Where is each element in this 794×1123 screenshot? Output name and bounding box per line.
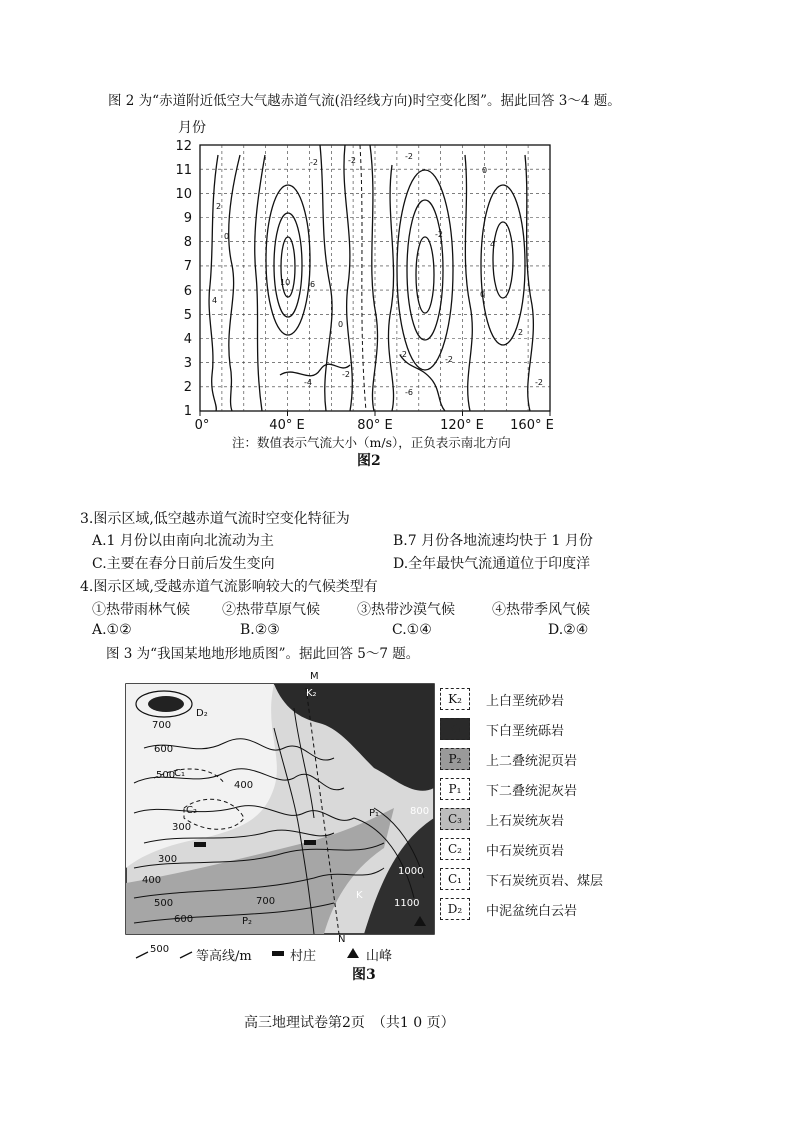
q4-option-d[interactable]: D.②④ [548,622,589,638]
contour-label: -2 [445,355,453,364]
map-label: 1000 [398,866,424,877]
legend-label: 下石炭统页岩、煤层 [486,874,604,889]
y-tick: 6 [183,284,192,299]
legend-swatch: K₁ [440,718,470,740]
peak-legend-text: 山峰 [366,949,393,964]
map-label: 300 [172,822,192,833]
q3-option-b[interactable]: B.7 月份各地流速均快于 1 月份 [393,533,593,549]
intro-fig2: 图 2 为“赤道附近低空大气越赤道气流(沿经线方向)时空变化图”。据此回答 3～4 题。 [108,93,621,109]
y-tick: 2 [183,380,192,395]
contour-label: -6 [405,388,413,397]
figure-2 [170,115,570,475]
contour-label: -2 [405,152,413,161]
q4-item-4: ④热带季风气候 [492,602,590,618]
y-tick: 4 [183,332,192,347]
y-tick: 12 [175,139,192,154]
contour-legend-value: 500 [150,944,170,955]
profile-label-m: M [310,671,319,682]
contour-label: -4 [304,378,312,387]
map-bottom-legend [134,944,434,964]
y-tick: 10 [175,187,192,202]
contour-label: 0 [480,290,486,299]
map-label: 400 [142,875,162,886]
contour-label: -2 [435,230,443,239]
q3-option-c[interactable]: C.主要在春分日前后发生变向 [92,556,275,572]
map-label: C₁ [174,768,185,779]
contour-label: -2 [342,370,350,379]
q4-option-a[interactable]: A.①② [92,622,132,638]
q4-option-b[interactable]: B.②③ [240,622,280,638]
map-label: 600 [174,914,194,925]
map-label: C₂ [186,805,197,816]
legend-swatch: C₂ [440,838,470,860]
legend-label: 上石炭统灰岩 [486,814,565,829]
geologic-map [124,668,436,938]
map-label: 500 [156,770,176,781]
contour-label: 10 [280,278,291,287]
legend-label: 上白垩统砂岩 [486,694,565,709]
legend-swatch: C₁ [440,868,470,890]
contour-legend-text: 等高线/m [196,949,252,964]
legend-swatch: P₂ [440,748,470,770]
map-label: 300 [158,854,178,865]
legend-label: 中石炭统页岩 [486,844,565,859]
map-label: 400 [234,780,254,791]
contour-label: 0 [224,232,230,241]
legend-swatch: D₂ [440,898,470,920]
q4-stem: 4.图示区域,受越赤道气流影响较大的气候类型有 [80,579,378,595]
map-label: 700 [256,896,276,907]
legend-swatch: P₁ [440,778,470,800]
village-legend-text: 村庄 [290,949,317,964]
legend-swatch: K₂ [440,688,470,710]
fig3-caption: 图3 [352,967,376,983]
map-label: 1100 [394,898,420,909]
y-tick: 8 [183,235,192,250]
q4-option-c[interactable]: C.①④ [392,622,432,638]
intro-fig3: 图 3 为“我国某地地形地质图”。据此回答 5～7 题。 [106,646,420,662]
figure-3-map [124,668,436,938]
map-label: 500 [154,898,174,909]
map-label: 700 [152,720,172,731]
contour-label: 2 [216,202,222,211]
legend-label: 中泥盆统白云岩 [486,904,578,919]
x-tick: 80° E [357,418,393,433]
contour-label: 0 [338,320,344,329]
q4-item-2: ②热带草原气候 [222,602,320,618]
x-tick-labels [195,418,554,433]
contour-label: 0 [482,166,488,175]
contour-chart [170,115,570,475]
contour-label: -2 [535,378,543,387]
fig2-caption: 图2 [357,453,381,469]
legend-label: 上二叠统泥页岩 [486,754,578,769]
map-label: K [356,890,363,901]
village-marker [194,842,206,847]
x-tick: 40° E [269,418,305,433]
y-axis-label: 月份 [178,120,206,136]
map-label: K₂ [306,688,317,699]
x-tick: 0° [194,418,210,433]
x-tick: 160° E [510,418,554,433]
legend-label: 下白垩统砾岩 [486,724,565,739]
contour-label: 6 [310,280,316,289]
y-tick: 1 [183,404,192,419]
page-footer: 高三地理试卷第2页 （共1 0 页） [244,1015,455,1031]
map-label: 800 [410,806,430,817]
contour-label: -2 [399,350,407,359]
village-marker [304,840,316,845]
q4-item-1: ①热带雨林气候 [92,602,190,618]
q3-option-d[interactable]: D.全年最快气流通道位于印度洋 [393,556,591,572]
map-label: 600 [154,744,174,755]
contour-label: 4 [212,296,218,305]
contour-label: 2 [518,328,524,337]
contour-label: 4 [490,240,496,249]
map-label: D₂ [196,708,208,719]
contour-label: -2 [310,158,318,167]
y-tick-labels [175,139,192,419]
y-tick: 3 [183,356,192,371]
q4-item-3: ③热带沙漠气候 [357,602,455,618]
q3-option-a[interactable]: A.1 月份以由南向北流动为主 [92,533,274,549]
legend-label: 下二叠统泥灰岩 [486,784,578,799]
q3-stem: 3.图示区域,低空越赤道气流时空变化特征为 [80,511,350,527]
map-label: P₂ [242,916,253,927]
y-tick: 5 [183,308,192,323]
y-tick: 7 [183,259,192,274]
map-legend [440,688,640,928]
y-tick: 11 [175,163,192,178]
contour-label: -2 [348,156,356,165]
fig2-note: 注：数值表示气流大小（m/s），正负表示南北方向 [232,435,511,450]
y-tick: 9 [183,211,192,226]
x-tick: 120° E [440,418,484,433]
profile-label-n: N [338,934,346,945]
map-label: P₁ [369,808,380,819]
legend-swatch: C₃ [440,808,470,830]
